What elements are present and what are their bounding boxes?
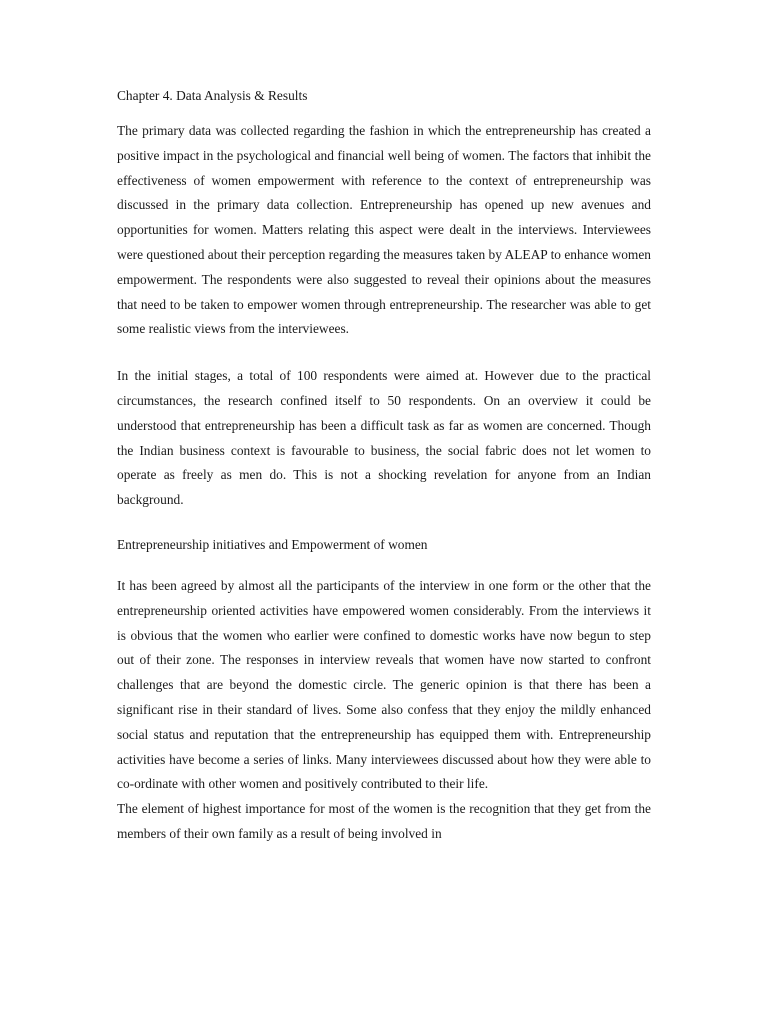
document-page: [117, 86, 651, 847]
chapter-title: Chapter 4. Data Analysis & Results: [117, 88, 308, 103]
section-title: Entrepreneurship initiatives and Empowerment of women: [117, 536, 428, 552]
paragraph-participants-agreement: It has been agreed by almost all the participants of the interview in one form or the other that the entrepreneurship oriented activities have empowered women considerably. From the interviews it is obvious that the women who earlier were confined to domestic works have now begun to step out of their zone. The responses in interview reveals that women have now started to confront challenges that are beyond the domestic circle. The generic opinion is that there has been a significant rise in their standard of lives. Some also confess that they enjoy the mildly enhanced social status and reputation that the entrepreneurship has equipped them with. Entrepreneurship activities have become a series of links. Many interviewees discussed about how they were able to co-ordinate with other women and positively contributed to their life.: [117, 577, 651, 792]
paragraph-initial-stages: In the initial stages, a total of 100 respondents were aimed at. However due to the practical circumstances, the research confined itself to 50 respondents. On an overview it could be understood that entrepreneurship has been a difficult task as far as women are concerned. Though the Indian business context is favourable to business, the social fabric does not let women to operate as freely as men do. This is not a shocking revelation for anyone from an Indian background.: [117, 368, 651, 508]
paragraph-recognition: The element of highest importance for most of the women is the recognition that they get from the members of their own family as a result of being involved in: [117, 801, 651, 841]
paragraph-primary-data: The primary data was collected regarding the fashion in which the entrepreneurship has created a positive impact in the psychological and financial well being of women. The factors that inhibit the effectiveness of women empowerment with reference to the context of entrepreneurship was discussed in the primary data collection. Entrepreneurship has opened up new avenues and opportunities for women. Matters relating this aspect were dealt in the interviews. Interviewees were questioned about their perception regarding the measures taken by ALEAP to enhance women empowerment. The respondents were also suggested to reveal their opinions about the measures that need to be taken to empower women through entrepreneurship. The researcher was able to get some realistic views from the interviewees.: [117, 123, 651, 337]
